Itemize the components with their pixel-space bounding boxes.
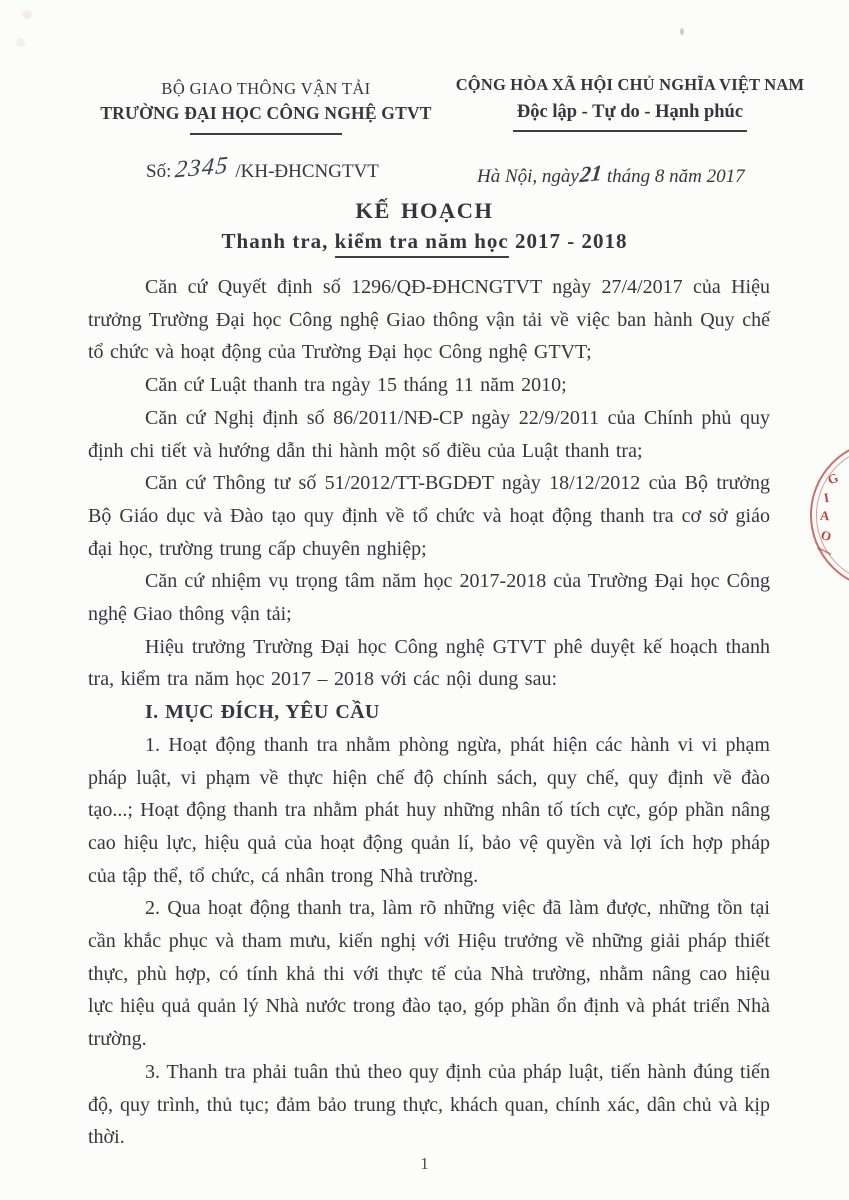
date-day-handwritten: 21 — [578, 159, 604, 188]
body-paragraph: Hiệu trưởng Trường Đại học Công nghệ GTVT phê duyệt kế hoạch thanh tra, kiểm tra năm học 2017 – 2018 với các nội dung sau: — [88, 635, 770, 691]
subtitle-underlined: kiểm tra năm học — [335, 229, 509, 258]
university-name: TRƯỜNG ĐẠI HỌC CÔNG NGHỆ GTVT — [100, 103, 432, 124]
stamp-tick-mark — [817, 547, 831, 555]
stamp-letter: G — [825, 469, 841, 488]
scan-smudge — [22, 10, 32, 19]
body-paragraph: Căn cứ nhiệm vụ trọng tâm năm học 2017-2018 của Trường Đại học Công nghệ Giao thông vận tải; — [88, 570, 770, 626]
ministry-name: BỘ GIAO THÔNG VẬN TẢI — [161, 79, 371, 98]
stamp-letter: O — [819, 526, 834, 545]
date-line — [477, 159, 745, 188]
date-pre: Hà Nội, ngày — [477, 166, 579, 187]
issuing-org-block — [96, 78, 436, 135]
body-paragraph: 2. Qua hoạt động thanh tra, làm rõ những việc đã làm được, những tồn tại cần khắc phục và tham mưu, kiến nghị với Hiệu trưởng về những giải pháp thiết thực, phù hợp, có tính khả thi với thực tế của Nhà trường, nhằm nâng cao hiệu lực hiệu quả quản lý Nhà nước trong đào tạo, góp phần ổn định và phát triển Nhà trường. — [88, 897, 770, 1051]
scan-smudge — [16, 38, 25, 47]
doc-number-label: Số: — [146, 161, 172, 182]
body-paragraph: Căn cứ Nghị định số 86/2011/NĐ-CP ngày 22/9/2011 của Chính phủ quy định chi tiết và hướng dẫn thi hành một số điều của Luật thanh tra; — [88, 406, 770, 462]
doc-number-handwritten: 2345 — [174, 152, 231, 184]
national-title: CỘNG HÒA XÃ HỘI CHỦ NGHĨA VIỆT NAM — [455, 75, 805, 94]
document-number — [146, 152, 379, 184]
doc-number-suffix: /KH-ĐHCNGTVT — [235, 161, 379, 182]
official-stamp-partial — [797, 438, 849, 590]
stamp-inner-ring-icon — [816, 446, 849, 584]
stamp-letter: A — [819, 507, 830, 524]
national-motto: Độc lập - Tự do - Hạnh phúc — [513, 98, 747, 132]
subtitle-post: 2017 - 2018 — [508, 229, 628, 253]
body-paragraph: Căn cứ Luật thanh tra ngày 15 tháng 11 năm 2010; — [145, 374, 567, 397]
body-paragraph: 1. Hoạt động thanh tra nhằm phòng ngừa, phát hiện các hành vi vi phạm pháp luật, vi phạm về thực hiện chế độ chính sách, quy chế, quy định về đào tạo...; Hoạt động thanh tra nhằm phát huy những nhân tố tích cực, góp phần nâng cao hiệu lực, hiệu quả của hoạt động quản lí, bảo vệ quyền và lợi ích hợp pháp của tập thể, tổ chức, cá nhân trong Nhà trường. — [88, 733, 770, 887]
subtitle-pre: Thanh tra, — [221, 229, 335, 253]
title-block — [0, 198, 849, 254]
body-paragraph: 3. Thanh tra phải tuân thủ theo quy định của pháp luật, tiến hành đúng tiến độ, quy trình, thủ tục; đảm bảo trung thực, khách quan, chính xác, dân chủ và kịp thời. — [88, 1060, 770, 1149]
body-paragraph: Căn cứ Quyết định số 1296/QĐ-ĐHCNGTVT ngày 27/4/2017 của Hiệu trưởng Trường Đại học Công nghệ Giao thông vận tải về việc ban hành Quy chế tổ chức và hoạt động của Trường Đại học Công nghệ GTVT; — [88, 276, 770, 364]
stamp-letter: I — [822, 489, 831, 506]
document-subtitle — [0, 229, 849, 254]
stamp-outer-ring-icon — [810, 440, 849, 590]
national-header-block — [448, 74, 812, 132]
page-number: 1 — [420, 1154, 429, 1173]
body-paragraph: Căn cứ Thông tư số 51/2012/TT-BGDĐT ngày 18/12/2012 của Bộ trưởng Bộ Giáo dục và Đào tạo quy định về tổ chức và hoạt động thanh tra cơ sở giáo đại học, trường trung cấp chuyên nghiệp; — [88, 472, 770, 560]
scan-smudge — [680, 28, 684, 35]
document-title: KẾ HOẠCH — [355, 198, 494, 223]
document-body — [88, 271, 770, 1154]
org-underline — [190, 133, 342, 135]
date-post: tháng 8 năm 2017 — [606, 166, 745, 187]
section-heading: I. MỤC ĐÍCH, YÊU CẦU — [145, 701, 380, 724]
